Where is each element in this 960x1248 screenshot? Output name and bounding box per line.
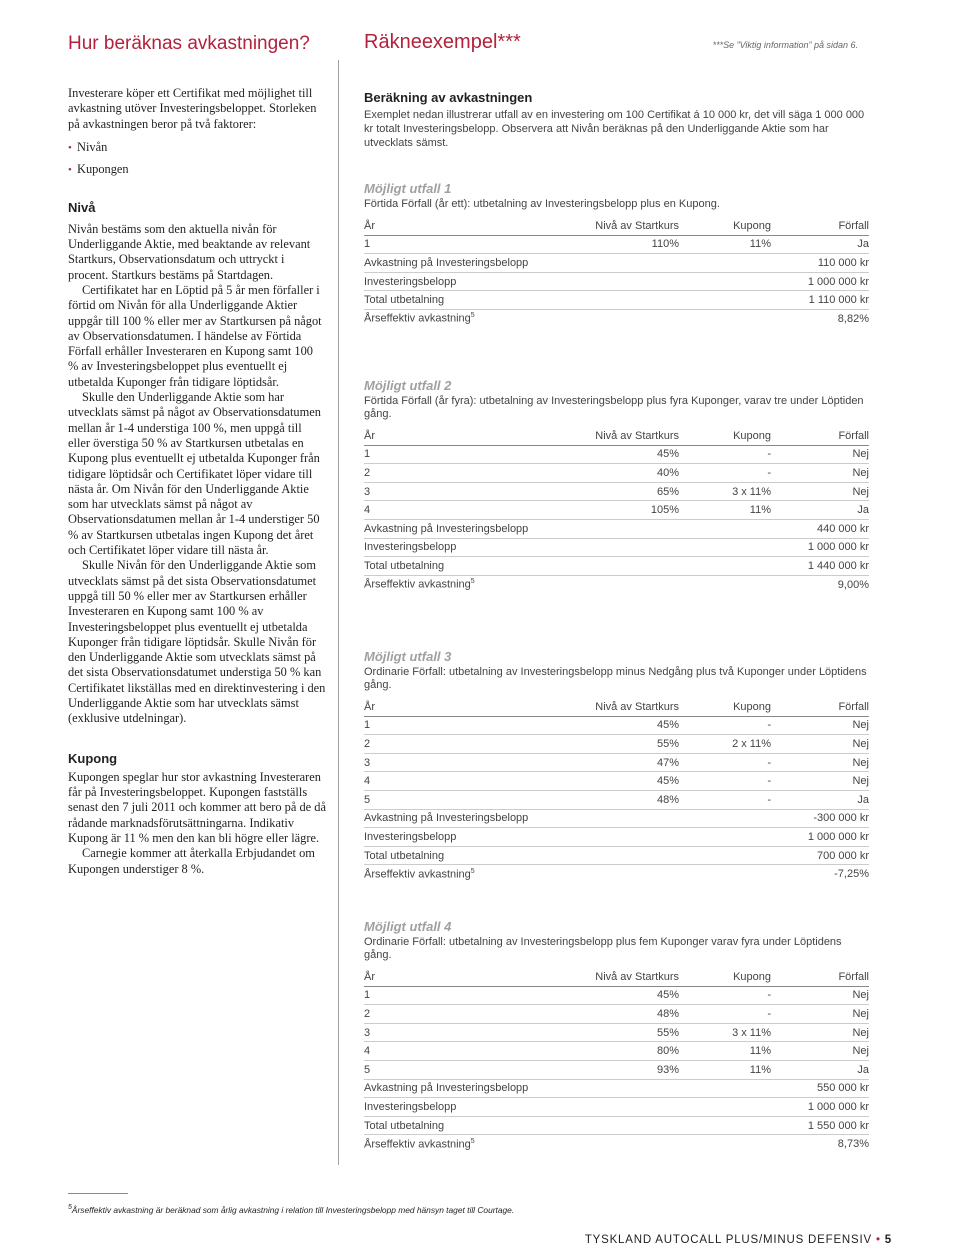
table-row	[364, 717, 869, 736]
case-title: Möjligt utfall 2	[364, 378, 452, 393]
summary-row	[364, 828, 869, 847]
table-header	[364, 698, 869, 717]
footnote-divider	[68, 1193, 128, 1194]
table-header	[364, 968, 869, 987]
case-4	[364, 919, 869, 1153]
footnote	[68, 1204, 514, 1215]
header-maturity: Förfall	[838, 970, 869, 983]
bullet-label: Kupongen	[77, 162, 129, 177]
summary-value: -7,25%	[834, 868, 869, 881]
cell-coupon: -	[767, 775, 771, 788]
intro-paragraph: Investerare köper ett Certifikat med möjlighet till avkastning utöver Investeringsbeloppet. Storleken på avkastningen beror på två faktorer:	[68, 86, 317, 131]
cell-coupon: 11%	[749, 504, 771, 517]
cell-year: 2	[364, 737, 371, 750]
column-divider	[338, 60, 339, 1165]
table-row	[364, 772, 869, 791]
summary-label-text: Årseffektiv avkastning	[364, 313, 471, 326]
table-header	[364, 427, 869, 446]
cell-year: 1	[364, 989, 371, 1002]
cell-coupon: 3 x 11%	[732, 485, 771, 498]
cell-level: 40%	[656, 466, 679, 479]
summary-label: Investeringsbelopp	[364, 275, 457, 288]
footnote-ref: 5	[470, 312, 475, 320]
cell-year: 1	[364, 238, 371, 251]
bullet-item	[68, 162, 326, 178]
cell-level: 93%	[656, 1063, 679, 1076]
table-row	[364, 1061, 869, 1080]
cell-year: 1	[364, 448, 371, 461]
table-row	[364, 987, 869, 1006]
summary-row	[364, 1098, 869, 1117]
header-coupon: Kupong	[733, 970, 771, 983]
summary-label: Investeringsbelopp	[364, 1100, 457, 1113]
summary-value: 8,73%	[837, 1138, 869, 1151]
summary-row	[364, 310, 869, 328]
kupong-paragraph: Carnegie kommer att återkalla Erbjudandet om Kupongen understiger 8 %.	[68, 846, 315, 876]
summary-row	[364, 291, 869, 310]
footer-title: TYSKLAND AUTOCALL PLUS/MINUS DEFENSIV	[584, 1234, 872, 1246]
cell-maturity: Nej	[852, 737, 869, 750]
cell-level: 45%	[656, 448, 679, 461]
summary-label: Avkastning på Investeringsbelopp	[364, 1082, 529, 1095]
table-header	[364, 217, 869, 236]
cell-year: 5	[364, 1063, 371, 1076]
table-row	[364, 791, 869, 810]
section-title-left: Hur beräknas avkastningen?	[68, 33, 310, 54]
summary-value: 8,82%	[837, 312, 869, 325]
table-row	[364, 501, 869, 520]
cell-year: 2	[364, 1007, 371, 1020]
info-note: ***Se ”Viktig information” på sidan 6.	[712, 40, 858, 50]
table-row	[364, 483, 869, 502]
section-title-right: Räkneexempel***	[364, 31, 521, 53]
cell-coupon: 11%	[749, 238, 771, 251]
summary-label	[364, 578, 475, 591]
summary-label: Investeringsbelopp	[364, 541, 457, 554]
summary-row	[364, 254, 869, 273]
header-level: Nivå av Startkurs	[595, 429, 679, 442]
header-maturity: Förfall	[838, 219, 869, 232]
left-column	[68, 86, 326, 877]
header-maturity: Förfall	[838, 700, 869, 713]
cell-maturity: Nej	[852, 989, 869, 1002]
cell-coupon: -	[767, 466, 771, 479]
cell-year: 2	[364, 466, 371, 479]
summary-row	[364, 1080, 869, 1099]
cell-level: 65%	[656, 485, 679, 498]
bullet-icon: •	[68, 141, 72, 154]
summary-value: 1 000 000 kr	[807, 1100, 869, 1113]
bullet-item	[68, 140, 326, 156]
summary-value: -300 000 kr	[813, 812, 869, 825]
cell-level: 47%	[656, 756, 679, 769]
header-coupon: Kupong	[733, 700, 771, 713]
cell-year: 4	[364, 775, 371, 788]
case-subtitle: Förtida Förfall (år fyra): utbetalning av Investeringsbelopp plus fyra Kuponger, varav tre under Löptiden gång.	[364, 395, 864, 420]
case-title: Möjligt utfall 4	[364, 919, 452, 934]
cell-coupon: -	[767, 1007, 771, 1020]
cell-year: 3	[364, 756, 371, 769]
kupong-heading: Kupong	[68, 750, 118, 766]
cell-level: 45%	[656, 989, 679, 1002]
cell-year: 1	[364, 719, 371, 732]
table-row	[364, 1005, 869, 1024]
header-year: År	[364, 700, 375, 713]
case-3	[364, 649, 869, 883]
cell-coupon: 11%	[749, 1045, 771, 1058]
summary-label	[364, 312, 475, 325]
summary-row	[364, 273, 869, 292]
cell-level: 48%	[656, 793, 679, 806]
case-title: Möjligt utfall 3	[364, 649, 452, 664]
cell-maturity: Nej	[852, 448, 869, 461]
summary-value: 1 110 000 kr	[808, 294, 869, 307]
header-year: År	[364, 429, 375, 442]
footnote-marker: 5	[68, 1204, 72, 1211]
cell-coupon: -	[767, 989, 771, 1002]
header-level: Nivå av Startkurs	[595, 700, 679, 713]
table-row	[364, 446, 869, 465]
summary-value: 9,00%	[837, 578, 869, 591]
summary-row	[364, 557, 869, 576]
cell-maturity: Nej	[852, 1045, 869, 1058]
cell-year: 3	[364, 485, 371, 498]
summary-label: Avkastning på Investeringsbelopp	[364, 812, 529, 825]
cell-maturity: Nej	[852, 466, 869, 479]
cell-maturity: Ja	[857, 238, 869, 251]
niva-heading: Nivå	[68, 200, 96, 216]
cell-maturity: Nej	[852, 756, 869, 769]
cell-level: 110%	[651, 238, 679, 251]
cell-year: 3	[364, 1026, 371, 1039]
summary-value: 1 000 000 kr	[807, 275, 869, 288]
table-row	[364, 1042, 869, 1061]
cell-coupon: -	[767, 448, 771, 461]
summary-row	[364, 865, 869, 883]
case-subtitle: Förtida Förfall (år ett): utbetalning av Investeringsbelopp plus en Kupong.	[364, 198, 720, 210]
cell-coupon: -	[767, 793, 771, 806]
summary-label: Total utbetalning	[364, 849, 445, 862]
case-title: Möjligt utfall 1	[364, 181, 452, 196]
summary-label: Avkastning på Investeringsbelopp	[364, 256, 529, 269]
footnote-ref: 5	[470, 1137, 475, 1145]
footer-bullet-icon: •	[875, 1234, 881, 1246]
summary-label-text: Årseffektiv avkastning	[364, 868, 471, 881]
niva-paragraph: Skulle Nivån för den Underliggande Aktie som utvecklats sämst på det sista Observationsdatumet uppgå till 50 % eller mer av Startkursen erhåller Investeraren en Kupong samt 100 % av Investeringsbeloppet plus eventuellt ej utbetalda Kuponger från tidigare löptidsår. Skulle Nivån för den Underliggande Aktie som utvecklats sämst på det sista Observationsdatumet understiga 50 % kan Certifikatet likställas med en direktinvestering i den Underliggande Aktie som har utvecklats sämst (exklusive utdelningar).	[68, 558, 326, 726]
cell-maturity: Ja	[857, 1063, 869, 1076]
niva-paragraph: Skulle den Underliggande Aktie som har utvecklats sämst på något av Observationsdatumen mellan år 1-4 understiga 100 %, men uppgå till eller överstiga 50 % av Startkursen utbetalas en Kupong plus eventuellt ej utbetalda Kuponger från tidigare löptidsår och Certifikatet löper vidare till nästa år. Om Nivån för den Underliggande Aktie som har utvecklats sämst på något av Observationsdatumen mellan år 1-4 understiger 50 % av Startkursen utbetalas ingen Kupong det året och Certifikatet löper vidare till nästa år.	[68, 390, 321, 558]
summary-value: 1 550 000 kr	[807, 1119, 869, 1132]
case-subtitle: Ordinarie Förfall: utbetalning av Investeringsbelopp minus Nedgång plus två Kuponger under Löptidens gång.	[364, 666, 867, 691]
summary-row	[364, 847, 869, 866]
cell-maturity: Nej	[852, 485, 869, 498]
summary-row	[364, 1117, 869, 1136]
bullet-label: Nivån	[77, 139, 108, 154]
summary-label: Total utbetalning	[364, 294, 445, 307]
cell-maturity: Nej	[852, 1007, 869, 1020]
table-row	[364, 735, 869, 754]
summary-label: Avkastning på Investeringsbelopp	[364, 522, 529, 535]
summary-label-text: Årseffektiv avkastning	[364, 578, 471, 591]
cell-maturity: Ja	[857, 793, 869, 806]
summary-value: 110 000 kr	[817, 256, 869, 269]
summary-label	[364, 868, 475, 881]
header-year: År	[364, 219, 375, 232]
footnote-ref: 5	[470, 867, 475, 875]
cell-level: 55%	[656, 737, 679, 750]
summary-label: Total utbetalning	[364, 559, 445, 572]
cell-level: 105%	[650, 504, 679, 517]
cell-maturity: Nej	[852, 1026, 869, 1039]
calc-description: Exemplet nedan illustrerar utfall av en investering om 100 Certifikat á 10 000 kr, det vill säga 1 000 000 kr totalt Investeringsbelopp. Observera att Nivån beräknas på den Underliggande Aktie som har utvecklats sämst.	[364, 109, 865, 149]
header-maturity: Förfall	[838, 429, 869, 442]
niva-paragraph: Certifikatet har en Löptid på 5 år men förfaller i förtid om Nivån för alla Underliggande Aktier uppgår till 100 % eller mer av Startkursen på något av Observationsdatumen. I händelse av Förtida Förfall erhåller Investeraren en Kupong samt 100 % av Investeringsbeloppet plus eventuellt ej utbetalda Kuponger från tidigare löptidsår.	[68, 282, 322, 389]
summary-value: 1 000 000 kr	[807, 541, 869, 554]
cell-coupon: 2 x 11%	[732, 737, 771, 750]
table-row	[364, 754, 869, 773]
summary-label-text: Årseffektiv avkastning	[364, 1138, 471, 1151]
calc-title: Beräkning av avkastningen	[364, 90, 533, 105]
bullet-icon: •	[68, 164, 72, 177]
summary-value: 1 000 000 kr	[807, 830, 869, 843]
summary-row	[364, 520, 869, 539]
cell-year: 4	[364, 504, 371, 517]
cell-maturity: Nej	[852, 775, 869, 788]
header-coupon: Kupong	[733, 429, 771, 442]
cell-coupon: 3 x 11%	[732, 1026, 771, 1039]
table-row	[364, 1024, 869, 1043]
header-year: År	[364, 970, 375, 983]
header-coupon: Kupong	[733, 219, 771, 232]
cell-level: 48%	[656, 1007, 679, 1020]
table-row	[364, 236, 869, 255]
case-subtitle: Ordinarie Förfall: utbetalning av Investeringsbelopp plus fem Kuponger varav fyra under Löptidens gång.	[364, 936, 842, 961]
niva-paragraph: Nivån bestäms som den aktuella nivån för Underliggande Aktie, med beaktande av relevant Startkurs, Observationsdatum och uttryckt i procent. Startkurs bestäms på Startdagen.	[68, 221, 311, 282]
case-2	[364, 378, 869, 593]
cell-level: 55%	[656, 1026, 679, 1039]
cell-year: 4	[364, 1045, 371, 1058]
case-1	[364, 181, 869, 328]
summary-value: 550 000 kr	[817, 1082, 869, 1095]
cell-coupon: -	[767, 719, 771, 732]
cell-level: 45%	[656, 775, 679, 788]
summary-label: Investeringsbelopp	[364, 830, 457, 843]
page-number: 5	[884, 1234, 892, 1246]
cell-coupon: -	[767, 756, 771, 769]
summary-label	[364, 1138, 475, 1151]
cell-coupon: 11%	[749, 1063, 771, 1076]
cell-level: 45%	[656, 719, 679, 732]
summary-value: 700 000 kr	[817, 849, 869, 862]
cell-maturity: Nej	[852, 719, 869, 732]
summary-value: 440 000 kr	[817, 522, 869, 535]
header-level: Nivå av Startkurs	[595, 219, 679, 232]
cell-year: 5	[364, 793, 371, 806]
page-footer	[585, 1234, 892, 1246]
kupong-paragraph: Kupongen speglar hur stor avkastning Investeraren får på Investeringsbeloppet. Kupongen fastställs senast den 7 juli 2011 och kommer att bero på de då rådande marknadsförutsättningarna. Indikativ Kupong är 11 % men den kan bli högre eller lägre.	[68, 769, 326, 846]
footnote-ref: 5	[470, 578, 475, 586]
summary-row	[364, 576, 869, 594]
footnote-text: Årseffektiv avkastning är beräknad som årlig avkastning i relation till Investeringsbelopp med hänsyn taget till Courtage.	[71, 1204, 515, 1215]
cell-maturity: Ja	[857, 504, 869, 517]
summary-row	[364, 539, 869, 558]
table-row	[364, 464, 869, 483]
summary-label: Total utbetalning	[364, 1119, 445, 1132]
summary-row	[364, 810, 869, 829]
cell-level: 80%	[656, 1045, 679, 1058]
summary-row	[364, 1135, 869, 1153]
summary-value: 1 440 000 kr	[807, 559, 869, 572]
header-level: Nivå av Startkurs	[595, 970, 679, 983]
